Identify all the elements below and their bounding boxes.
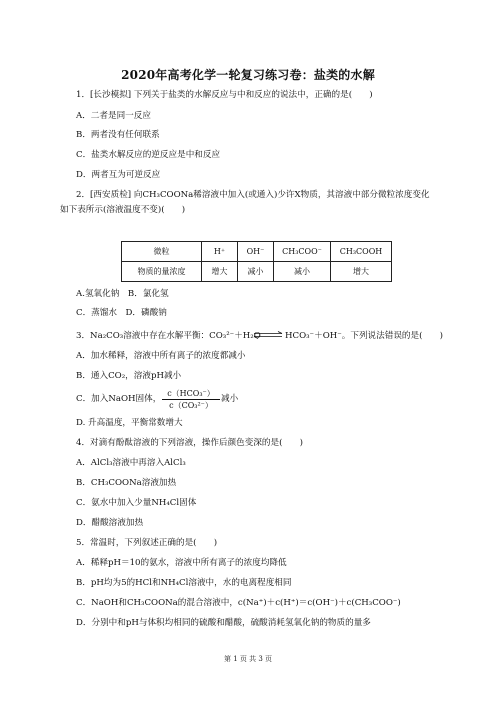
question-3-option-c-suffix: 减小 [221, 394, 239, 404]
equilibrium-arrow-icon [253, 331, 283, 339]
table-cell: CH₃COOH [331, 242, 392, 262]
question-3-stem-part-b: HCO₃⁻＋OH⁻。下列说法错误的是( ) [285, 331, 444, 341]
fraction-bar [162, 399, 220, 400]
question-3-option-c-prefix: C．加入NaOH固体， [76, 394, 162, 404]
table-cell: 减小 [238, 262, 274, 282]
document-title: 2020年高考化学一轮复习练习卷：盐类的水解 [121, 68, 375, 82]
question-2-table [121, 241, 392, 282]
question-4-option-b: B．CH₃COONa溶液加热 [76, 478, 177, 488]
question-4-option-c: C．氨水中加入少量NH₄Cl固体 [76, 498, 197, 508]
question-3-option-d: D. 升高温度，平衡常数增大 [76, 418, 183, 428]
fraction-denominator: c（CO₃²⁻） [169, 401, 213, 410]
table-cell: 微粒 [122, 242, 202, 262]
fraction-numerator: c（HCO₃⁻） [167, 389, 215, 398]
question-2-stem-continued: 如下表所示(溶液温度不变)( ) [60, 205, 186, 215]
question-5-option-a: A．稀释pH＝10的氨水，溶液中所有离子的浓度均降低 [76, 558, 287, 568]
question-4-option-d: D．醋酸溶液加热 [76, 518, 144, 528]
table-cell: CH₃COO⁻ [274, 242, 331, 262]
question-5-stem: 5．常温时，下列叙述正确的是( ) [76, 538, 218, 548]
table-cell: OH⁻ [238, 242, 274, 262]
table-cell: 增大 [331, 262, 392, 282]
question-5-option-d: D．分别中和pH与体积均相同的硫酸和醋酸，硫酸消耗氢氧化钠的物质的量多 [76, 618, 371, 628]
table-header-row [122, 242, 392, 262]
question-2-options-ab: A.氢氧化钠 B．氯化氢 [76, 289, 169, 299]
table-cell: 减小 [274, 262, 331, 282]
question-1-option-d: D．两者互为可逆反应 [76, 170, 161, 180]
question-3-stem-part-a: 3．Na₂CO₃溶液中存在水解平衡：CO₃²⁻＋H₂O [76, 331, 261, 341]
question-3-fraction [162, 389, 220, 410]
question-2-options-cd: C．蒸馏水 D．磷酸钠 [76, 308, 167, 318]
question-2-stem: 2．[西安质检] 向CH₃COONa稀溶液中加入(或通入)少许X物质，其溶液中部分微粒浓度变化 [76, 190, 430, 200]
question-1-stem: 1．[长沙模拟] 下列关于盐类的水解反应与中和反应的说法中，正确的是( ) [76, 90, 373, 100]
question-1-option-c: C．盐类水解反应的逆反应是中和反应 [76, 150, 221, 160]
table-cell: H⁺ [202, 242, 238, 262]
table-cell: 增大 [202, 262, 238, 282]
question-4-option-a: A．AlCl₃溶液中再溶入AlCl₃ [76, 458, 186, 468]
question-1-option-b: B．两者没有任何联系 [76, 130, 160, 140]
question-1-option-a: A．二者是同一反应 [76, 111, 151, 121]
question-4-stem: 4．对滴有酚酞溶液的下列溶液，操作后颜色变深的是( ) [76, 438, 304, 448]
page-footer: 第 1 页 共 3 页 [223, 655, 273, 663]
question-5-option-c: C．NaOH和CH₃COONa的混合溶液中，c(Na⁺)＋c(H⁺)＝c(OH⁻)＋c(CH₃COO⁻) [76, 598, 401, 608]
question-3-option-b: B．通入CO₂，溶液pH减小 [76, 371, 182, 381]
question-3-option-a: A．加水稀释，溶液中所有离子的浓度都减小 [76, 351, 246, 361]
question-5-option-b: B．pH均为5的HCl和NH₄Cl溶液中，水的电离程度相同 [76, 578, 292, 588]
table-row [122, 262, 392, 282]
table-cell: 物质的量浓度 [122, 262, 202, 282]
